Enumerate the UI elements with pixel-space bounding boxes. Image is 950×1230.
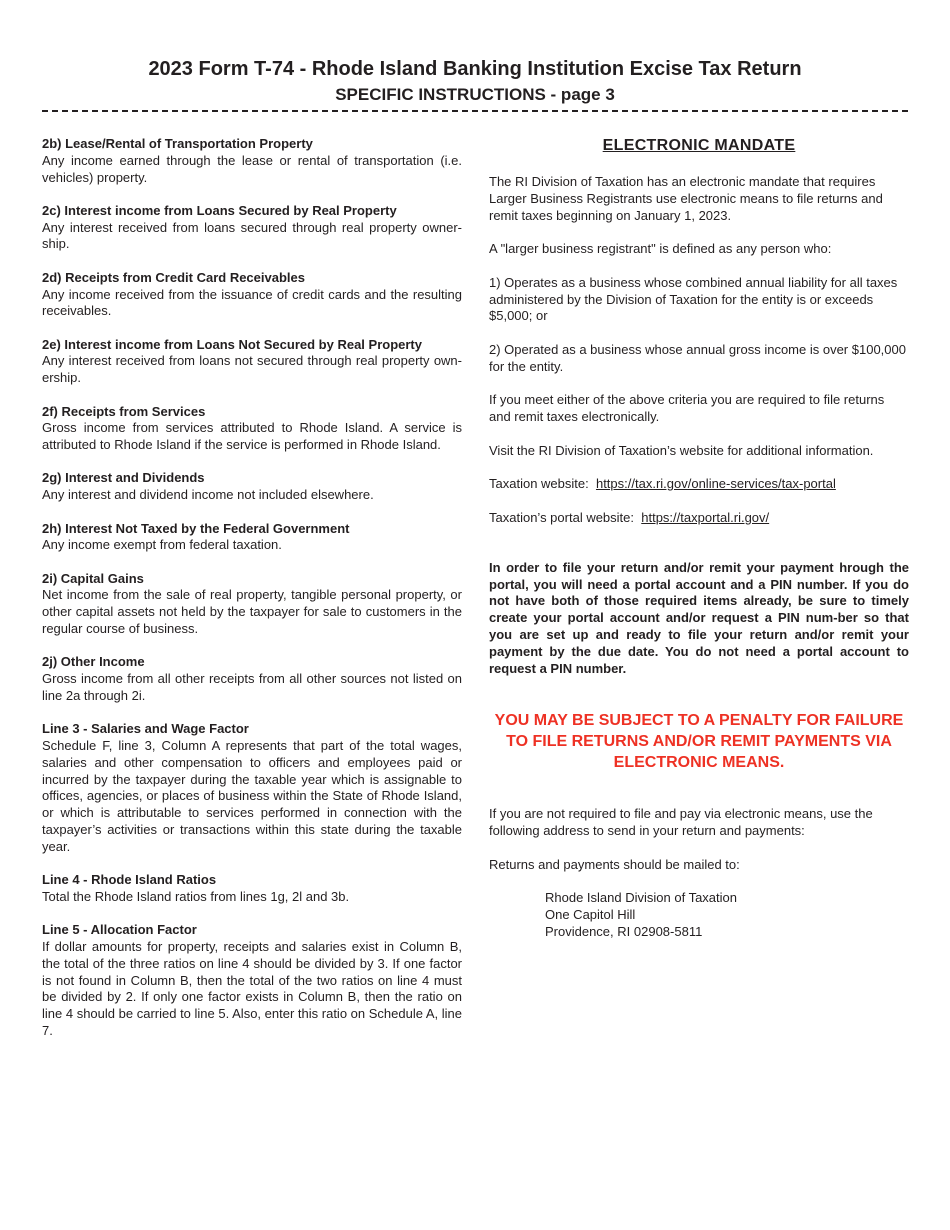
definition-paragraph: A "larger business registrant" is defined as any person who: xyxy=(489,241,832,257)
section-body: Any income received from the issuance of credit cards and the resulting receivables. xyxy=(42,286,462,319)
section-body: Any interest and dividend income not included elsewhere. xyxy=(42,487,374,503)
taxation-website-link[interactable]: https://tax.ri.gov/online-services/tax-portal xyxy=(595,476,836,492)
section-heading: Line 3 - Salaries and Wage Factor xyxy=(42,721,249,737)
section-body: Any income earned through the lease or rental of transportation (i.e. vehicles) property. xyxy=(42,152,462,185)
section-body: Any interest received from loans not secured through real property own-ership. xyxy=(42,353,462,386)
criteria-2-paragraph: 2) Operated as a business whose annual gross income is over $100,000 for the entity. xyxy=(489,341,906,374)
section-body: Net income from the sale of real property, tangible personal property, or other capital assets not held by the taxpayer for sale to customers in the regular course of business. xyxy=(42,587,462,637)
section-body: Any income exempt from federal taxation. xyxy=(42,537,282,553)
section-2d xyxy=(42,270,462,320)
section-2g xyxy=(42,470,462,504)
right-column xyxy=(489,136,909,941)
section-heading: 2d) Receipts from Credit Card Receivables xyxy=(42,269,305,285)
section-heading: 2f) Receipts from Services xyxy=(42,403,206,419)
section-body: Any interest received from loans secured through real property owner-ship. xyxy=(42,219,462,252)
section-body: Schedule F, line 3, Column A represents that part of the total wages, salaries and other compensation to officers and employees paid or incurred by the taxpayer during the taxable year which is assignable to offices, agencies, or places of business within the State of Rhode Island, or which is attributable to services performed in connection with the taxpayer’s activities or transactions within this state during the taxable year. xyxy=(42,738,462,854)
section-2f xyxy=(42,404,462,454)
section-line-3 xyxy=(42,721,462,855)
dashed-divider xyxy=(42,110,908,112)
visit-website-paragraph: Visit the RI Division of Taxation’s website for additional information. xyxy=(489,442,874,458)
section-body: Gross income from services attributed to Rhode Island. A service is attributed to Rhode Island if the service is performed in Rhode Island. xyxy=(42,420,462,453)
criteria-1-paragraph: 1) Operates as a business whose combined annual liability for all taxes administered by the Division of Taxation for the entity is or exceeds $5,000; or xyxy=(489,274,898,324)
portal-website-line xyxy=(489,510,909,527)
section-heading: 2g) Interest and Dividends xyxy=(42,470,205,486)
section-body: Total the Rhode Island ratios from lines 1g, 2l and 3b. xyxy=(42,888,350,904)
section-2j xyxy=(42,654,462,704)
section-line-4 xyxy=(42,872,462,906)
taxation-website-line xyxy=(489,476,909,493)
address-line: Providence, RI 02908-5811 xyxy=(545,923,703,939)
page-title: 2023 Form T-74 - Rhode Island Banking Institution Excise Tax Return xyxy=(148,58,802,80)
not-required-paragraph: If you are not required to file and pay via electronic means, use the following address to send in your return and payments: xyxy=(489,806,873,839)
portal-website-label: Taxation’s portal website: xyxy=(489,509,635,525)
penalty-warning: YOU MAY BE SUBJECT TO A PENALTY FOR FAILURE TO FILE RETURNS AND/OR REMIT PAYMENTS VIA ELECTRONIC MEANS. xyxy=(494,712,904,772)
section-heading: 2b) Lease/Rental of Transportation Property xyxy=(42,136,313,151)
section-line-5 xyxy=(42,922,462,1040)
address-line: Rhode Island Division of Taxation xyxy=(545,890,737,906)
section-heading: 2h) Interest Not Taxed by the Federal Government xyxy=(42,520,350,536)
section-heading: 2e) Interest income from Loans Not Secured by Real Property xyxy=(42,336,422,352)
section-heading: 2i) Capital Gains xyxy=(42,570,144,586)
mandate-paragraph: The RI Division of Taxation has an electronic mandate that requires Larger Business Registrants use electronic means to file returns and remit taxes beginning on January 1, 2023. xyxy=(489,174,883,223)
electronic-mandate-heading: ELECTRONIC MANDATE xyxy=(602,137,796,154)
section-body: Gross income from all other receipts from all other sources not listed on line 2a through 2i. xyxy=(42,671,462,703)
section-2h xyxy=(42,521,462,555)
section-heading: Line 5 - Allocation Factor xyxy=(42,922,197,938)
left-column xyxy=(42,136,462,1056)
taxation-website-label: Taxation website: xyxy=(489,476,589,492)
section-heading: Line 4 - Rhode Island Ratios xyxy=(42,872,217,888)
section-heading: 2c) Interest income from Loans Secured by Real Property xyxy=(42,202,397,218)
section-2e xyxy=(42,337,462,387)
section-body: If dollar amounts for property, receipts and salaries exist in Column B, the total of the three ratios on line 4 should be divided by 3. If one factor is not found in Column B, then the total of the two ratios on line 4 must be divided by 2. If only one factor exists in Column B, then the ratio on line 4 should be carried to line 5. Also, enter this ratio on Schedule A, line 7. xyxy=(42,938,462,1038)
mailing-address xyxy=(545,890,909,940)
section-2b xyxy=(42,136,462,186)
requirement-paragraph: If you meet either of the above criteria you are required to file returns and remit taxes electronically. xyxy=(489,392,885,425)
section-2c xyxy=(42,203,462,253)
portal-website-link[interactable]: https://taxportal.ri.gov/ xyxy=(641,509,770,525)
page-subtitle: SPECIFIC INSTRUCTIONS - page 3 xyxy=(335,85,615,104)
section-2i xyxy=(42,571,462,638)
portal-account-notice: In order to file your return and/or remit your payment hrough the portal, you will need a portal account and a PIN number. If you do not have both of those required items already, be sure to timely create your portal account and/or request a PIN num-ber so that you are set up and ready to file your return and/or remit your payment by the due date. You do not need a portal account to request a PIN number. xyxy=(489,559,909,676)
mailing-instruction: Returns and payments should be mailed to: xyxy=(489,856,740,872)
address-line: One Capitol Hill xyxy=(545,907,636,923)
section-heading: 2j) Other Income xyxy=(42,654,145,670)
